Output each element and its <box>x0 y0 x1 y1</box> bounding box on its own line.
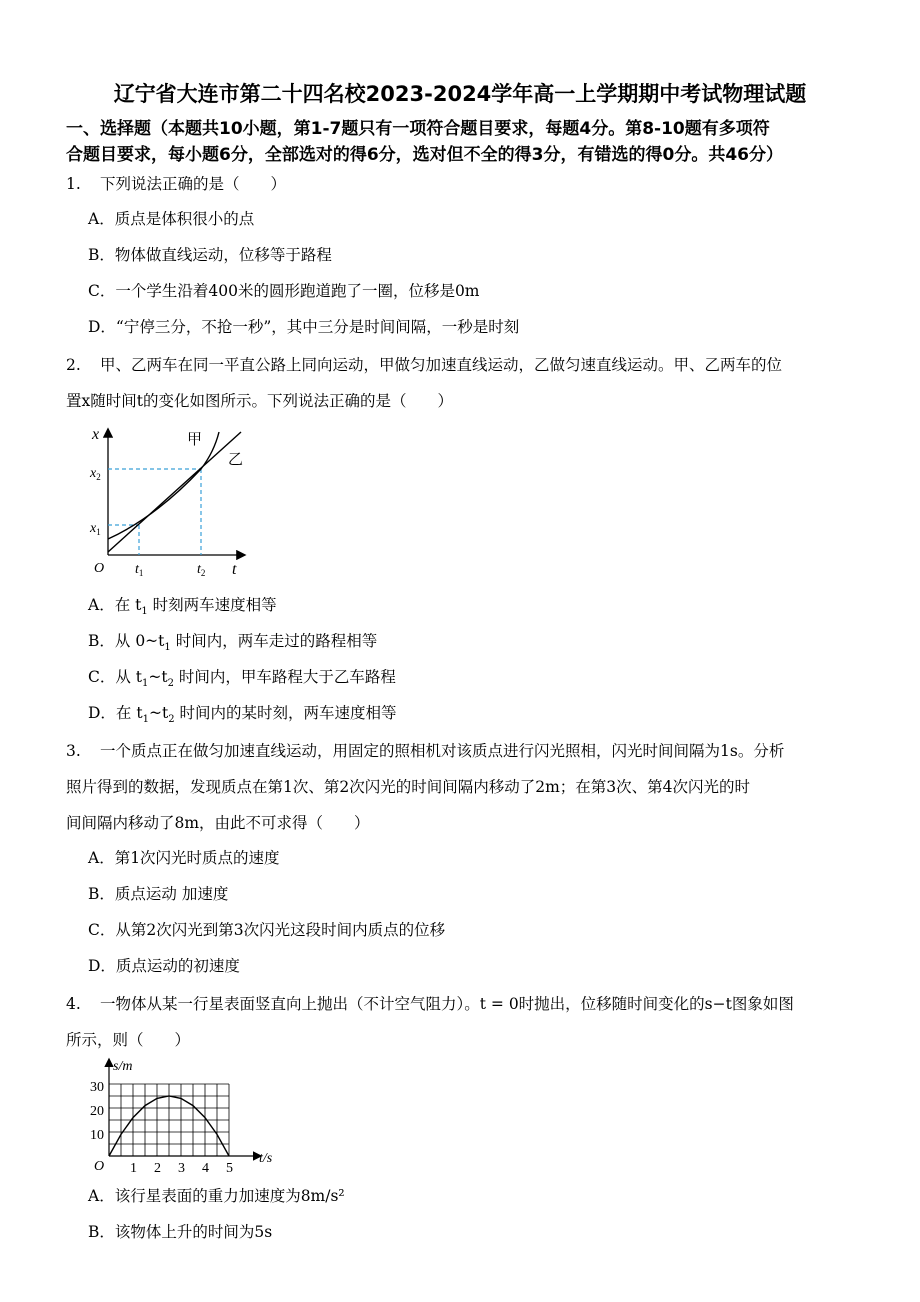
question-2-number: 2. <box>66 356 81 374</box>
q2-x1-sub: 1 <box>96 527 101 537</box>
q2-option-b-pre: B．从 0~t <box>88 632 165 650</box>
q2-option-a-post: 时刻两车速度相等 <box>147 596 277 614</box>
q2-option-d-post: 时间内的某时刻，两车速度相等 <box>174 704 397 722</box>
q2-t-axis-label: t <box>232 561 237 578</box>
q4-x-tick-2: 2 <box>154 1161 161 1176</box>
question-4-number: 4. <box>66 995 81 1013</box>
q2-option-a-pre: A．在 t <box>88 596 142 614</box>
q2-position-time-graph <box>86 422 256 582</box>
q4-x-tick-5: 5 <box>226 1161 233 1176</box>
q2-option-d-pre: D．在 t <box>88 704 143 722</box>
question-4-text-line1: 一物体从某一行星表面竖直向上抛出（不计空气阻力）。t = 0时抛出，位移随时间变化的s−t图象如图 <box>100 995 794 1013</box>
q2-y-axis-label: x <box>92 426 100 443</box>
q2-option-c-post: 时间内，甲车路程大于乙车路程 <box>173 668 396 686</box>
q4-y-tick-30: 30 <box>90 1080 104 1095</box>
q2-t1-letter: t <box>135 562 139 577</box>
question-2-stem <box>66 347 856 419</box>
q2-option-c-sub1: 1 <box>142 678 149 690</box>
question-3-stem <box>66 733 856 841</box>
q2-t1-sub: 1 <box>138 568 144 578</box>
q2-option-b-post: 时间内，两车走过的路程相等 <box>170 632 378 650</box>
question-3-text-line1: 一个质点正在做匀加速直线运动，用固定的照相机对该质点进行闪光照相，闪光时间间隔为1s。分析 <box>100 742 785 760</box>
q3-option-b[interactable]: B．质点运动 加速度 <box>88 885 229 903</box>
q2-line-yi <box>108 432 244 552</box>
question-4-stem <box>66 986 856 1058</box>
q2-option-b-sub: 1 <box>164 642 171 654</box>
q2-t2-sub: 2 <box>200 568 206 578</box>
question-1-number: 1. <box>66 175 81 193</box>
question-1-text: 下列说法正确的是（ ） <box>100 175 287 193</box>
q3-option-a[interactable]: A．第1次闪光时质点的速度 <box>88 849 280 867</box>
q4-y-tick-20: 20 <box>90 1104 104 1119</box>
q1-option-a[interactable]: A．质点是体积很小的点 <box>88 210 255 228</box>
q2-option-c-mid: ~t <box>148 668 168 686</box>
question-1-stem <box>66 166 856 202</box>
q3-option-c[interactable]: C．从第2次闪光到第3次闪光这段时间内质点的位移 <box>88 921 446 939</box>
q1-option-c[interactable]: C．一个学生沿着400米的圆形跑道跑了一圈，位移是0m <box>88 282 480 300</box>
q4-displacement-time-graph <box>84 1056 284 1176</box>
q2-option-c-sub2: 2 <box>167 678 174 690</box>
section-heading-line2: 合题目要求，每小题6分，全部选对的得6分，选对但不全的得3分，有错选的得0分。共46分） <box>66 145 783 165</box>
q2-x2-label <box>89 466 101 482</box>
q4-origin-label: O <box>94 1159 105 1174</box>
q4-y-tick-10: 10 <box>90 1128 104 1143</box>
q2-x2-letter: x <box>90 466 97 481</box>
q2-x1-letter: x <box>90 521 97 536</box>
q2-option-b[interactable] <box>88 629 377 660</box>
section-heading <box>66 116 866 168</box>
q2-label-jia: 甲 <box>187 432 203 448</box>
q2-x1-label <box>89 521 101 537</box>
q4-option-a[interactable]: A．该行星表面的重力加速度为8m/s² <box>88 1187 345 1205</box>
q2-label-yi: 乙 <box>228 452 244 468</box>
question-3-text-line2: 照片得到的数据，发现质点在第1次、第2次闪光的时间间隔内移动了2m；在第3次、第4次闪光的时 <box>66 778 751 796</box>
section-heading-line1: 一、选择题（本题共10小题，第1-7题只有一项符合题目要求，每题4分。第8-10题有多项符 <box>66 119 770 139</box>
q4-option-b[interactable]: B．该物体上升的时间为5s <box>88 1223 273 1241</box>
q2-t1-label <box>135 562 143 578</box>
question-3-number: 3. <box>66 742 81 760</box>
q2-option-d-mid: ~t <box>148 704 169 722</box>
q2-curve-jia <box>108 432 219 539</box>
page-title: 辽宁省大连市第二十四名校2023-2024学年高一上学期期中考试物理试题 <box>113 82 807 106</box>
q2-option-c-pre: C．从 t <box>88 668 143 686</box>
q3-option-d[interactable]: D．质点运动的初速度 <box>88 957 240 975</box>
question-2-text-line1: 甲、乙两车在同一平直公路上同向运动，甲做匀加速直线运动，乙做匀速直线运动。甲、乙两车的位 <box>100 356 783 374</box>
q2-t2-label <box>197 562 205 578</box>
q2-origin-label: O <box>94 561 105 576</box>
q2-option-a-sub: 1 <box>141 606 148 618</box>
q2-option-d-sub1: 1 <box>142 714 149 726</box>
q4-x-axis-label: t/s <box>259 1151 273 1166</box>
question-3-text-line3: 间间隔内移动了8m，由此不可求得（ ） <box>66 814 370 832</box>
q4-x-tick-1: 1 <box>130 1161 137 1176</box>
q4-y-axis-label: s/m <box>113 1059 133 1074</box>
q2-x2-sub: 2 <box>96 472 101 482</box>
q2-option-d[interactable] <box>88 701 397 732</box>
q4-x-tick-4: 4 <box>202 1161 209 1176</box>
question-2-text-line2: 置x随时间t的变化如图所示。下列说法正确的是（ ） <box>66 392 453 410</box>
q2-option-c[interactable] <box>88 665 396 696</box>
q2-option-d-sub2: 2 <box>168 714 175 726</box>
q2-option-a[interactable] <box>88 593 277 624</box>
q1-option-b[interactable]: B．物体做直线运动，位移等于路程 <box>88 246 332 264</box>
q2-t2-letter: t <box>197 562 201 577</box>
question-4-text-line2: 所示，则（ ） <box>66 1031 191 1049</box>
q4-x-tick-3: 3 <box>178 1161 185 1176</box>
q1-option-d[interactable]: D．“宁停三分，不抢一秒”，其中三分是时间间隔，一秒是时刻 <box>88 318 520 336</box>
